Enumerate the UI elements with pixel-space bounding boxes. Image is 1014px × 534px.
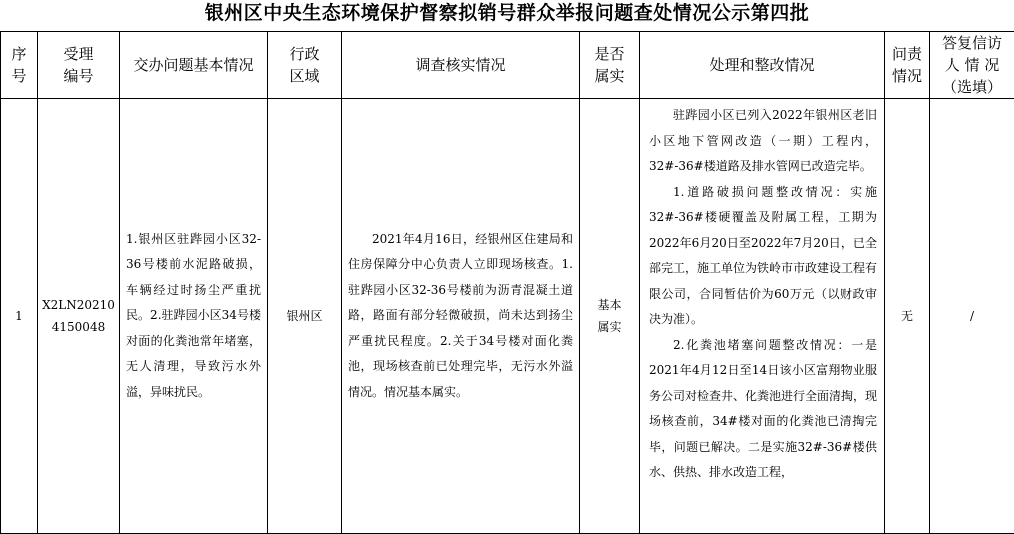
cell-handling bbox=[640, 99, 885, 534]
report-table bbox=[0, 31, 1014, 534]
cell-issue: 1.银州区驻跸园小区32-36号楼前水泥路破损，车辆经过时扬尘严重扰民。2.驻跸园小区34号楼对面的化粪池常年堵塞，无人清理，导致污水外溢，异味扰民。 bbox=[120, 99, 268, 534]
header-is-true: 是否 属实 bbox=[580, 32, 640, 99]
cell-seq: 1 bbox=[1, 99, 38, 534]
cell-accountability: 无 bbox=[885, 99, 930, 534]
header-row bbox=[1, 32, 1014, 99]
header-accountability: 问责 情况 bbox=[885, 32, 930, 99]
header-receipt-no: 受理 编号 bbox=[38, 32, 120, 99]
cell-region: 银州区 bbox=[268, 99, 342, 534]
handling-paragraph: 驻跸园小区已列入2022年银州区老旧小区地下管网改造（一期）工程内，32#-36#楼道路及排水管网已改造完毕。 bbox=[649, 103, 877, 180]
cell-investigation: 2021年4月16日，经银州区住建局和住房保障分中心负责人立即现场核查。1.驻跸园小区32-36号楼前为沥青混凝土道路，路面有部分轻微破损，尚未达到扬尘严重扰民程度。2.关于34号楼对面化粪池，现场核查前已处理完毕，无污水外溢情况。情况基本属实。 bbox=[342, 99, 580, 534]
cell-is-true: 基本 属实 bbox=[580, 99, 640, 534]
handling-paragraph: 1.道路破损问题整改情况：实施32#-36#楼硬覆盖及附属工程，工期为2022年6月20日至2022年7月20日，已全部完工，施工单位为铁岭市市政建设工程有限公司，合同暂估价为60万元（以财政审决为准）。 bbox=[649, 180, 877, 333]
header-issue: 交办问题基本情况 bbox=[120, 32, 268, 99]
header-region: 行政 区域 bbox=[268, 32, 342, 99]
header-investigation: 调查核实情况 bbox=[342, 32, 580, 99]
table-row bbox=[1, 99, 1014, 534]
header-handling: 处理和整改情况 bbox=[640, 32, 885, 99]
header-revisit: 答复信访 人 情 况 （选填） bbox=[930, 32, 1014, 99]
cell-receipt-no: X2LN20210 4150048 bbox=[38, 99, 120, 534]
header-seq: 序 号 bbox=[1, 32, 38, 99]
cell-revisit: / bbox=[930, 99, 1014, 534]
page-title: 银州区中央生态环境保护督察拟销号群众举报问题查处情况公示第四批 bbox=[0, 0, 1014, 30]
handling-paragraph: 2.化粪池堵塞问题整改情况：一是2021年4月12日至14日该小区富翔物业服务公司对检查井、化粪池进行全面清掏，现场核查前，34#楼对面的化粪池已清掏完毕，问题已解决。二是实施32#-36#楼供水、供热、排水改造工程， bbox=[649, 333, 877, 486]
